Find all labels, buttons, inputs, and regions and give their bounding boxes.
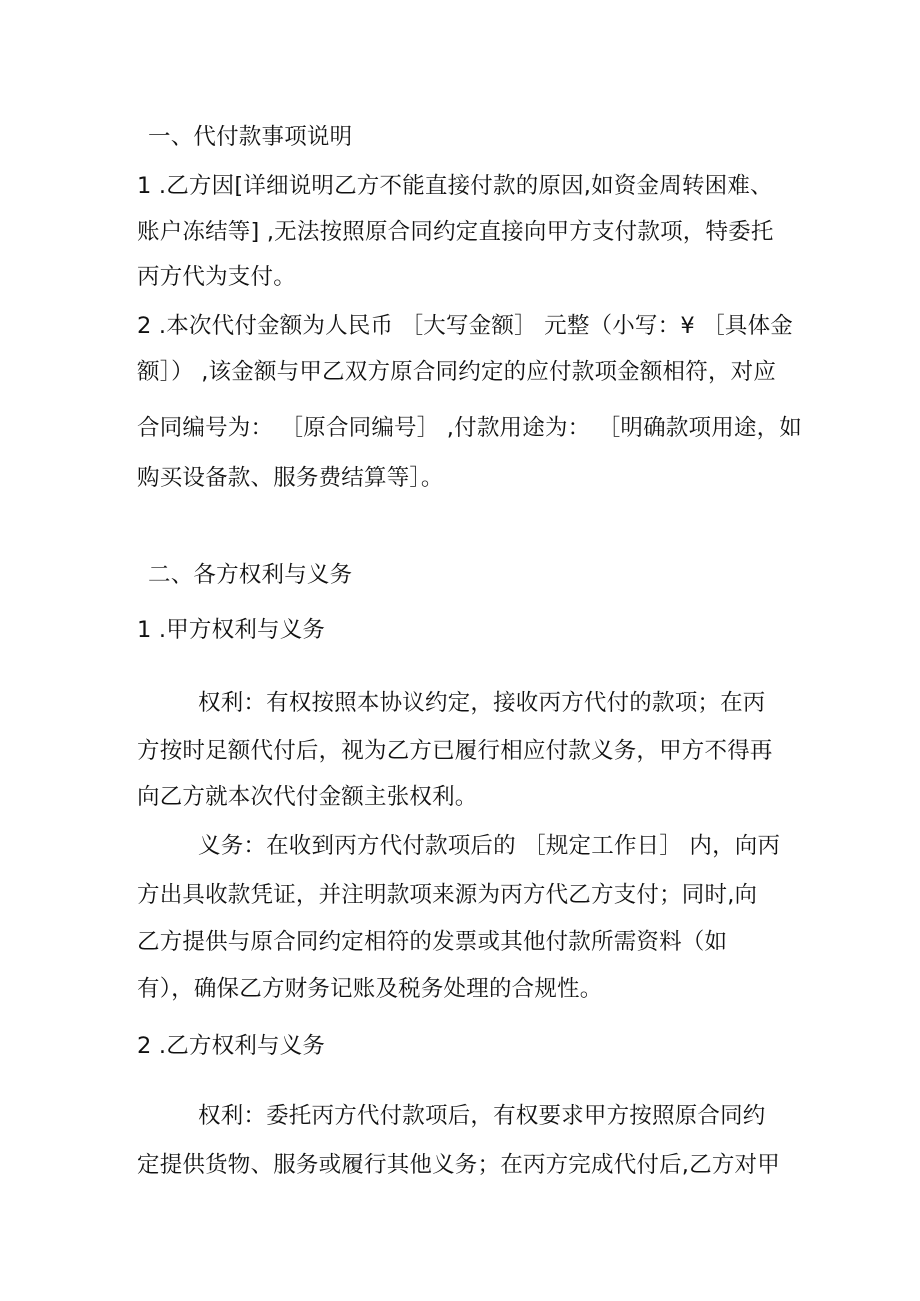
party-a-duties-line2: 方出具收款凭证，并注明款项来源为丙方代乙方支付；同时,向 — [137, 882, 758, 908]
party-a-rights-line2: 方按时足额代付后，视为乙方已履行相应付款义务，甲方不得再 — [137, 738, 773, 764]
section1-item2-line2: 额］） ,该金额与甲乙双方原合同约定的应付款项金额相符，对应 — [137, 359, 777, 385]
party-a-rights-line3: 向乙方就本次代付金额主张权利。 — [137, 784, 478, 810]
section1-item1-line2: 账户冻结等] ,无法按照原合同约定直接向甲方支付款项，特委托 — [137, 219, 774, 245]
party-a-title: 1 .甲方权利与义务 — [137, 617, 326, 643]
party-b-rights-line1: 权利：委托丙方代付款项后，有权要求甲方按照原合同约 — [198, 1103, 766, 1129]
section1-title: 一、代付款事项说明 — [148, 124, 353, 150]
party-a-duties-line4: 有），确保乙方财务记账及税务处理的合规性。 — [137, 976, 603, 1002]
party-a-duties-line3: 乙方提供与原合同约定相符的发票或其他付款所需资料（如 — [137, 929, 728, 955]
party-b-title: 2 .乙方权利与义务 — [137, 1033, 326, 1059]
party-a-rights-line1: 权利：有权按照本协议约定，接收丙方代付的款项；在丙 — [198, 690, 766, 716]
party-a-duties-line1: 义务：在收到丙方代付款项后的 ［规定工作日］ 内，向丙 — [198, 833, 781, 859]
section1-item2-line3: 合同编号为： ［原合同编号］ ,付款用途为： ［明确款项用途，如 — [137, 415, 803, 441]
party-b-rights-line2: 定提供货物、服务或履行其他义务；在丙方完成代付后,乙方对甲 — [137, 1152, 780, 1178]
section1-item1-line3: 丙方代为支付。 — [137, 264, 296, 290]
section1-item1-line1: 1 .乙方因[详细说明乙方不能直接付款的原因,如资金周转困难、 — [137, 173, 773, 199]
section1-item2-line4: 购买设备款、服务费结算等］。 — [137, 465, 444, 491]
section1-item2-line1: 2 .本次代付金额为人民币 ［大写金额］ 元整（小写：¥ ［具体金 — [137, 313, 793, 339]
section2-title: 二、各方权利与义务 — [148, 562, 353, 588]
